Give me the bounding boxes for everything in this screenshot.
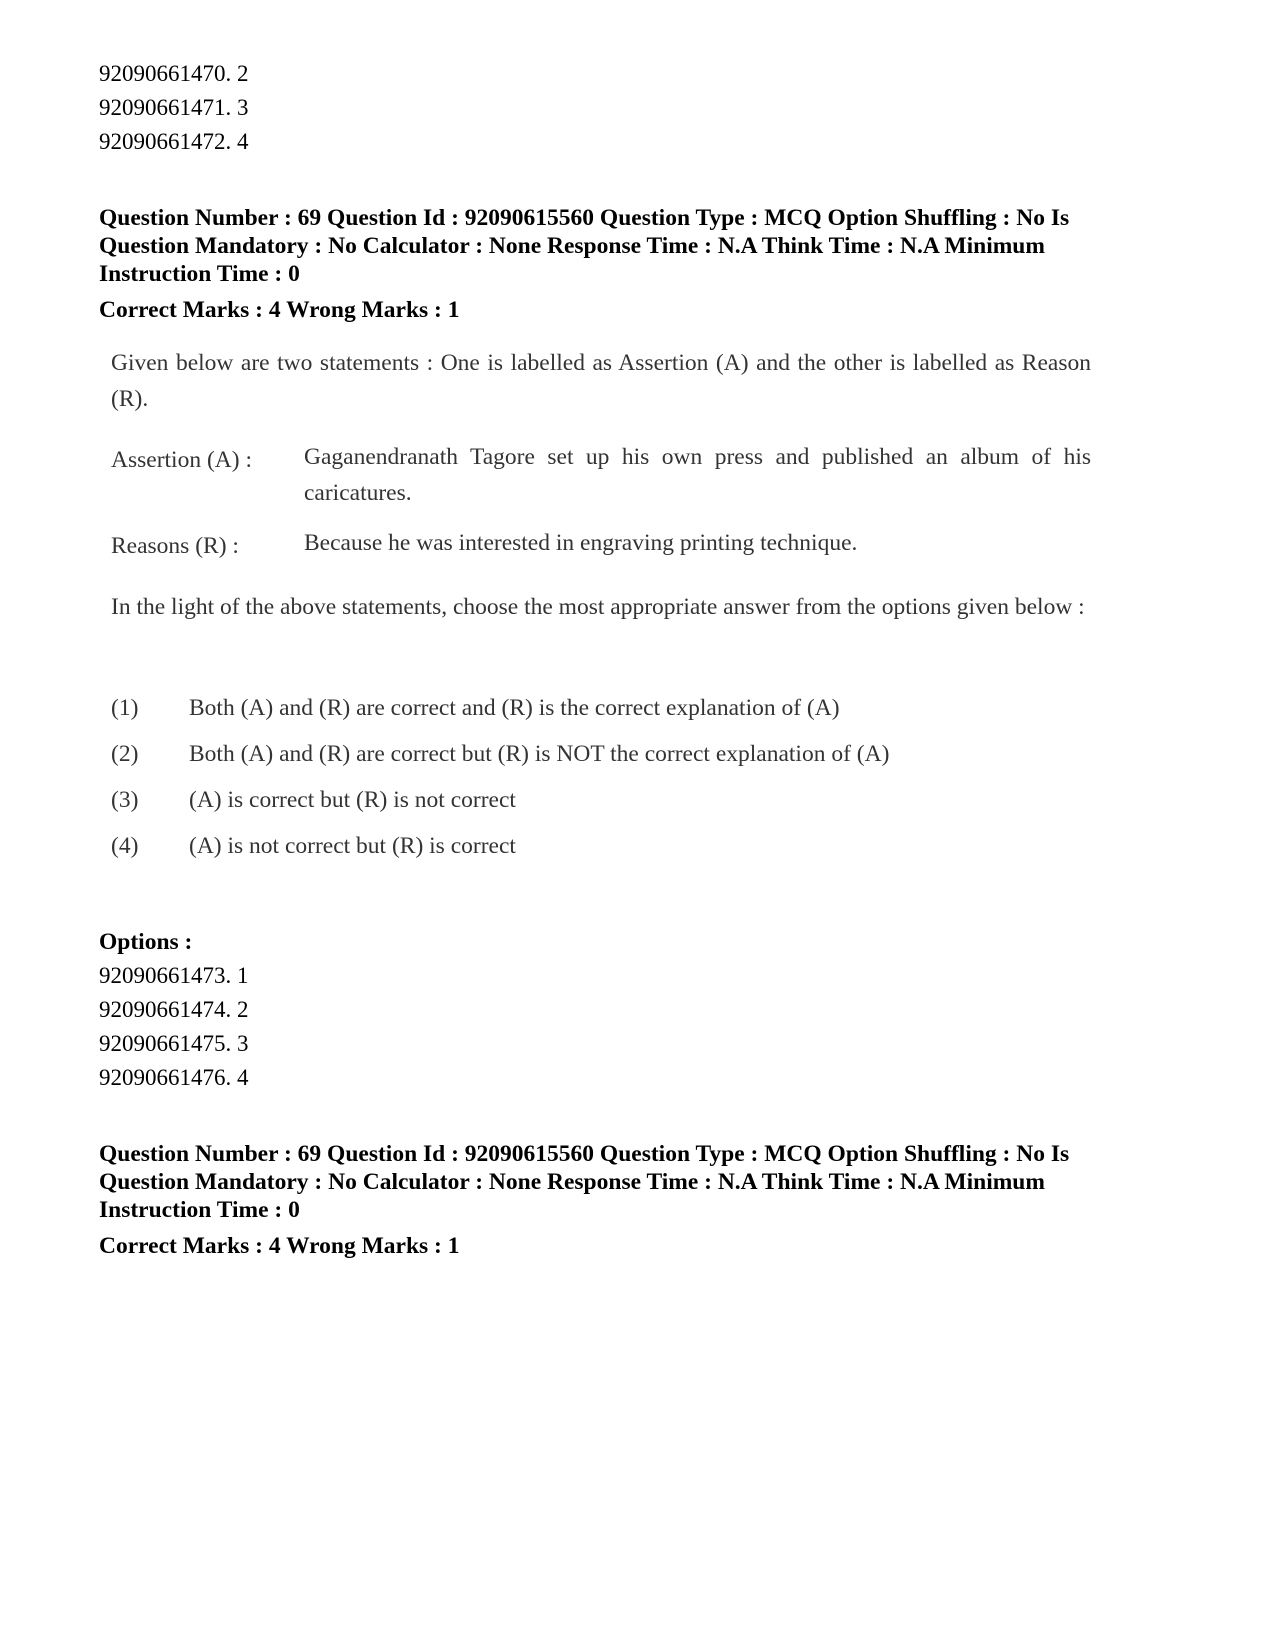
question-meta-line: Question Number : 69 Question Id : 92090615560 Question Type : MCQ Option Shuffling : No Is [99,205,1070,231]
choice-text: Both (A) and (R) are correct and (R) is the correct explanation of (A) [189,695,840,721]
question-meta-line: Question Mandatory : No Calculator : None Response Time : N.A Think Time : N.A Minimum [99,1169,1045,1195]
reason-text: Because he was interested in engraving printing technique. [304,530,858,556]
assertion-label: Assertion (A) : [111,447,252,473]
choice-number: (2) [111,741,139,767]
reason-label: Reasons (R) : [111,533,239,559]
question-marks: Correct Marks : 4 Wrong Marks : 1 [99,1233,460,1259]
question-body [99,345,1099,905]
question-intro: Given below are two statements : One is labelled as Assertion (A) and the other is labelled as Reason (R). [111,350,1091,412]
choice-number: (3) [111,787,139,813]
choice-text: (A) is not correct but (R) is correct [189,833,516,859]
choice-text: (A) is correct but (R) is not correct [189,787,516,813]
options-label: Options : [99,929,193,955]
assertion-text: Gaganendranath Tagore set up his own press and published an album of his caricatures. [304,444,1091,506]
question-meta [99,1140,1199,1224]
choice-number: (4) [111,833,139,859]
question-marks: Correct Marks : 4 Wrong Marks : 1 [99,297,460,323]
previous-option-line: 92090661470. 2 [99,61,249,86]
previous-option-line: 92090661472. 4 [99,129,249,154]
option-line: 92090661474. 2 [99,997,249,1022]
previous-option-line: 92090661471. 3 [99,95,249,120]
question-meta [99,204,1199,288]
question-meta-line: Instruction Time : 0 [99,261,300,287]
question-meta-line: Question Number : 69 Question Id : 92090615560 Question Type : MCQ Option Shuffling : No Is [99,1141,1070,1167]
question-meta-line: Question Mandatory : No Calculator : None Response Time : N.A Think Time : N.A Minimum [99,233,1045,259]
option-line: 92090661475. 3 [99,1031,249,1056]
question-meta-line: Instruction Time : 0 [99,1197,300,1223]
option-line: 92090661473. 1 [99,963,249,988]
option-line: 92090661476. 4 [99,1065,249,1090]
question-instruction: In the light of the above statements, choose the most appropriate answer from the options given below : [111,594,1085,620]
choice-text: Both (A) and (R) are correct but (R) is NOT the correct explanation of (A) [189,741,890,767]
choice-number: (1) [111,695,139,721]
